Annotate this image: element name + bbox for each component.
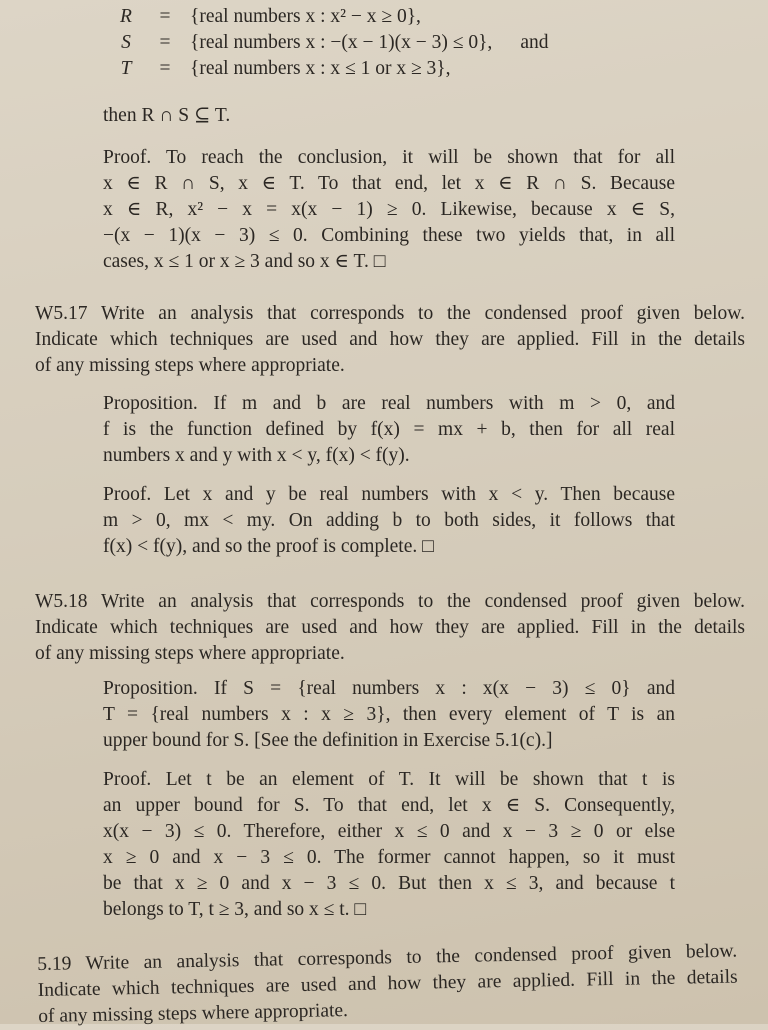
text-line: f(x) < f(y), and so the proof is complete. □ [103, 536, 434, 557]
text-line: f is the function defined by f(x) = mx + b, then for all real [103, 419, 675, 440]
text-line: Indicate which techniques are used and how they are applied. Fill in the details [35, 329, 745, 350]
text-line: 5.19 Write an analysis that corresponds to the condensed proof given below. [37, 940, 738, 975]
set-definition-t [112, 56, 548, 82]
set-name: R [120, 6, 132, 27]
text-line: W5.17 Write an analysis that corresponds to the condensed proof given below. [35, 303, 745, 324]
proof-5-17 [103, 482, 675, 560]
text-line: x(x − 3) ≤ 0. Therefore, either x ≤ 0 and x − 3 ≥ 0 or else [103, 821, 675, 842]
text-line: of any missing steps where appropriate. [35, 355, 345, 376]
text-line: be that x ≥ 0 and x − 3 ≤ 0. But then x ≤ 3, and because t [103, 873, 675, 894]
conclusion-text: then R ∩ S ⊆ T. [103, 105, 231, 126]
set-definitions [112, 4, 548, 82]
text-line: m > 0, mx < my. On adding b to both sides, it follows that [103, 510, 675, 531]
text-line: Proposition. If m and b are real numbers with m > 0, and [103, 393, 675, 414]
set-body: {real numbers x : x² − x ≥ 0}, [190, 6, 421, 27]
text-line: Proposition. If S = {real numbers x : x(x − 3) ≤ 0} and [103, 678, 675, 699]
equals-sign: = [159, 6, 171, 27]
text-line: x ∈ R ∩ S, x ∈ T. To that end, let x ∈ R ∩ S. Because [103, 173, 675, 194]
text-line: Indicate which techniques are used and how they are applied. Fill in the details [37, 966, 738, 1001]
exercise-5-17 [35, 301, 745, 379]
text-line: Indicate which techniques are used and how they are applied. Fill in the details [35, 617, 745, 638]
set-name: T [120, 58, 132, 79]
text-line: W5.18 Write an analysis that corresponds to the condensed proof given below. [35, 591, 745, 612]
set-definition-r [112, 4, 548, 30]
equals-sign: = [159, 58, 171, 79]
text-line: Proof. Let t be an element of T. It will be shown that t is [103, 769, 675, 790]
text-line: of any missing steps where appropriate. [35, 643, 345, 664]
text-line: upper bound for S. [See the definition in Exercise 5.1(c).] [103, 730, 553, 751]
text-line: Proof. To reach the conclusion, it will be shown that for all [103, 147, 675, 168]
exercise-5-18 [35, 589, 745, 667]
equals-sign: = [159, 32, 171, 53]
text-line: numbers x and y with x < y, f(x) < f(y). [103, 445, 410, 466]
set-definition-s [112, 30, 548, 56]
text-line: x ≥ 0 and x − 3 ≤ 0. The former cannot happen, so it must [103, 847, 675, 868]
set-body: {real numbers x : −(x − 1)(x − 3) ≤ 0}, [190, 32, 493, 53]
set-body: {real numbers x : x ≤ 1 or x ≥ 3}, [190, 58, 451, 79]
text-line: x ∈ R, x² − x = x(x − 1) ≥ 0. Likewise, because x ∈ S, [103, 199, 675, 220]
proof-5-16 [103, 145, 675, 275]
set-name: S [121, 32, 131, 53]
text-line: belongs to T, t ≥ 3, and so x ≤ t. □ [103, 899, 367, 920]
exercise-5-19 [37, 939, 738, 1030]
proposition-5-18 [103, 676, 675, 754]
proof-5-18 [103, 767, 675, 923]
and-word: and [520, 32, 549, 53]
conclusion [103, 103, 230, 129]
text-line: an upper bound for S. To that end, let x ∈ S. Consequently, [103, 795, 675, 816]
text-line: T = {real numbers x : x ≥ 3}, then every element of T is an [103, 704, 675, 725]
text-line: cases, x ≤ 1 or x ≥ 3 and so x ∈ T. □ [103, 251, 386, 272]
text-line: of any missing steps where appropriate. [38, 1000, 349, 1027]
text-line: Proof. Let x and y be real numbers with x < y. Then because [103, 484, 675, 505]
text-line: −(x − 1)(x − 3) ≤ 0. Combining these two yields that, in all [103, 225, 675, 246]
proposition-5-17 [103, 391, 675, 469]
